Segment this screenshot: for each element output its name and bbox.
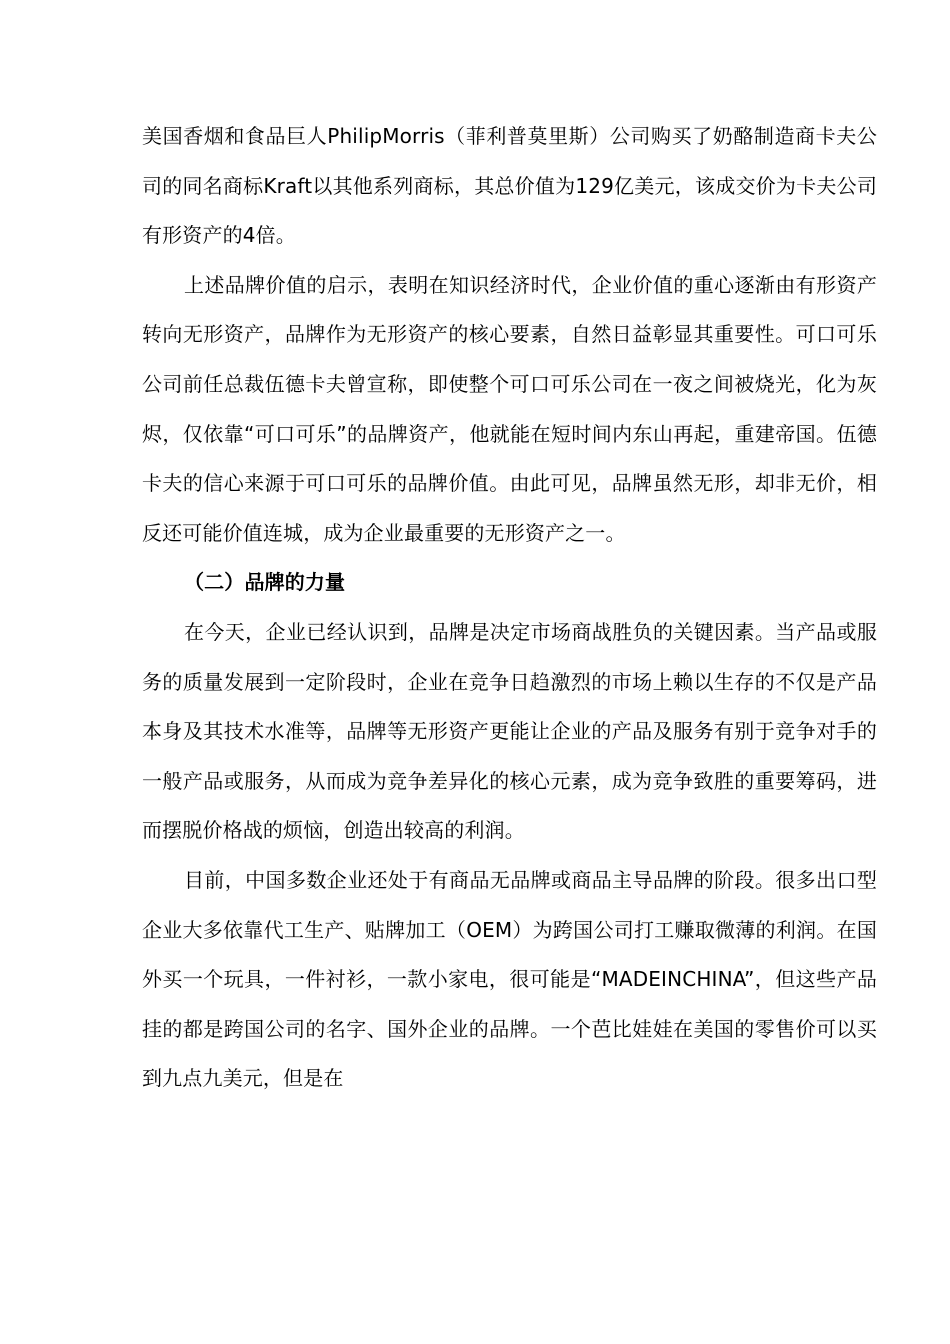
paragraph-brand-value-insight: 上述品牌价值的启示，表明在知识经济时代，企业价值的重心逐渐由有形资产转向无形资产，品牌作为无形资产的核心要素，自然日益彰显其重要性。可口可乐公司前任总裁伍德卡夫曾宣称，即使整个可口可乐公司在一夜之间被烧光，化为灰烬，仅依靠“可口可乐”的品牌资产，他就能在短时间内东山再起，重建帝国。伍德卡夫的信心来源于可口可乐的品牌价值。由此可见，品牌虽然无形，却非无价，相反还可能价值连城，成为企业最重要的无形资产之一。 (142, 272, 877, 545)
paragraph-philipmorris-kraft: 美国香烟和食品巨人PhilipMorris（菲利普莫里斯）公司购买了奶酪制造商卡夫公司的同名商标Kraft以其他系列商标，其总价值为129亿美元，该成交价为卡夫公司有形资产的4倍。 (142, 124, 877, 248)
section-heading-brand-power: （二）品牌的力量 (184, 570, 346, 595)
document-body (142, 112, 877, 1104)
paragraph-china-enterprises: 目前，中国多数企业还处于有商品无品牌或商品主导品牌的阶段。很多出口型企业大多依靠代工生产、贴牌加工（OEM）为跨国公司打工赚取微薄的利润。在国外买一个玩具，一件衬衫，一款小家电，很可能是“MADEINCHINA”，但这些产品挂的都是跨国公司的名字、国外企业的品牌。一个芭比娃娃在美国的零售价可以买到九点九美元，但是在 (142, 867, 877, 1091)
paragraph-brand-competition: 在今天，企业已经认识到，品牌是决定市场商战胜负的关键因素。当产品或服务的质量发展到一定阶段时，企业在竞争日趋激烈的市场上赖以生存的不仅是产品本身及其技术水准等，品牌等无形资产更能让企业的产品及服务有别于竞争对手的一般产品或服务，从而成为竞争差异化的核心元素，成为竞争致胜的重要筹码，进而摆脱价格战的烦恼，创造出较高的利润。 (142, 619, 877, 843)
